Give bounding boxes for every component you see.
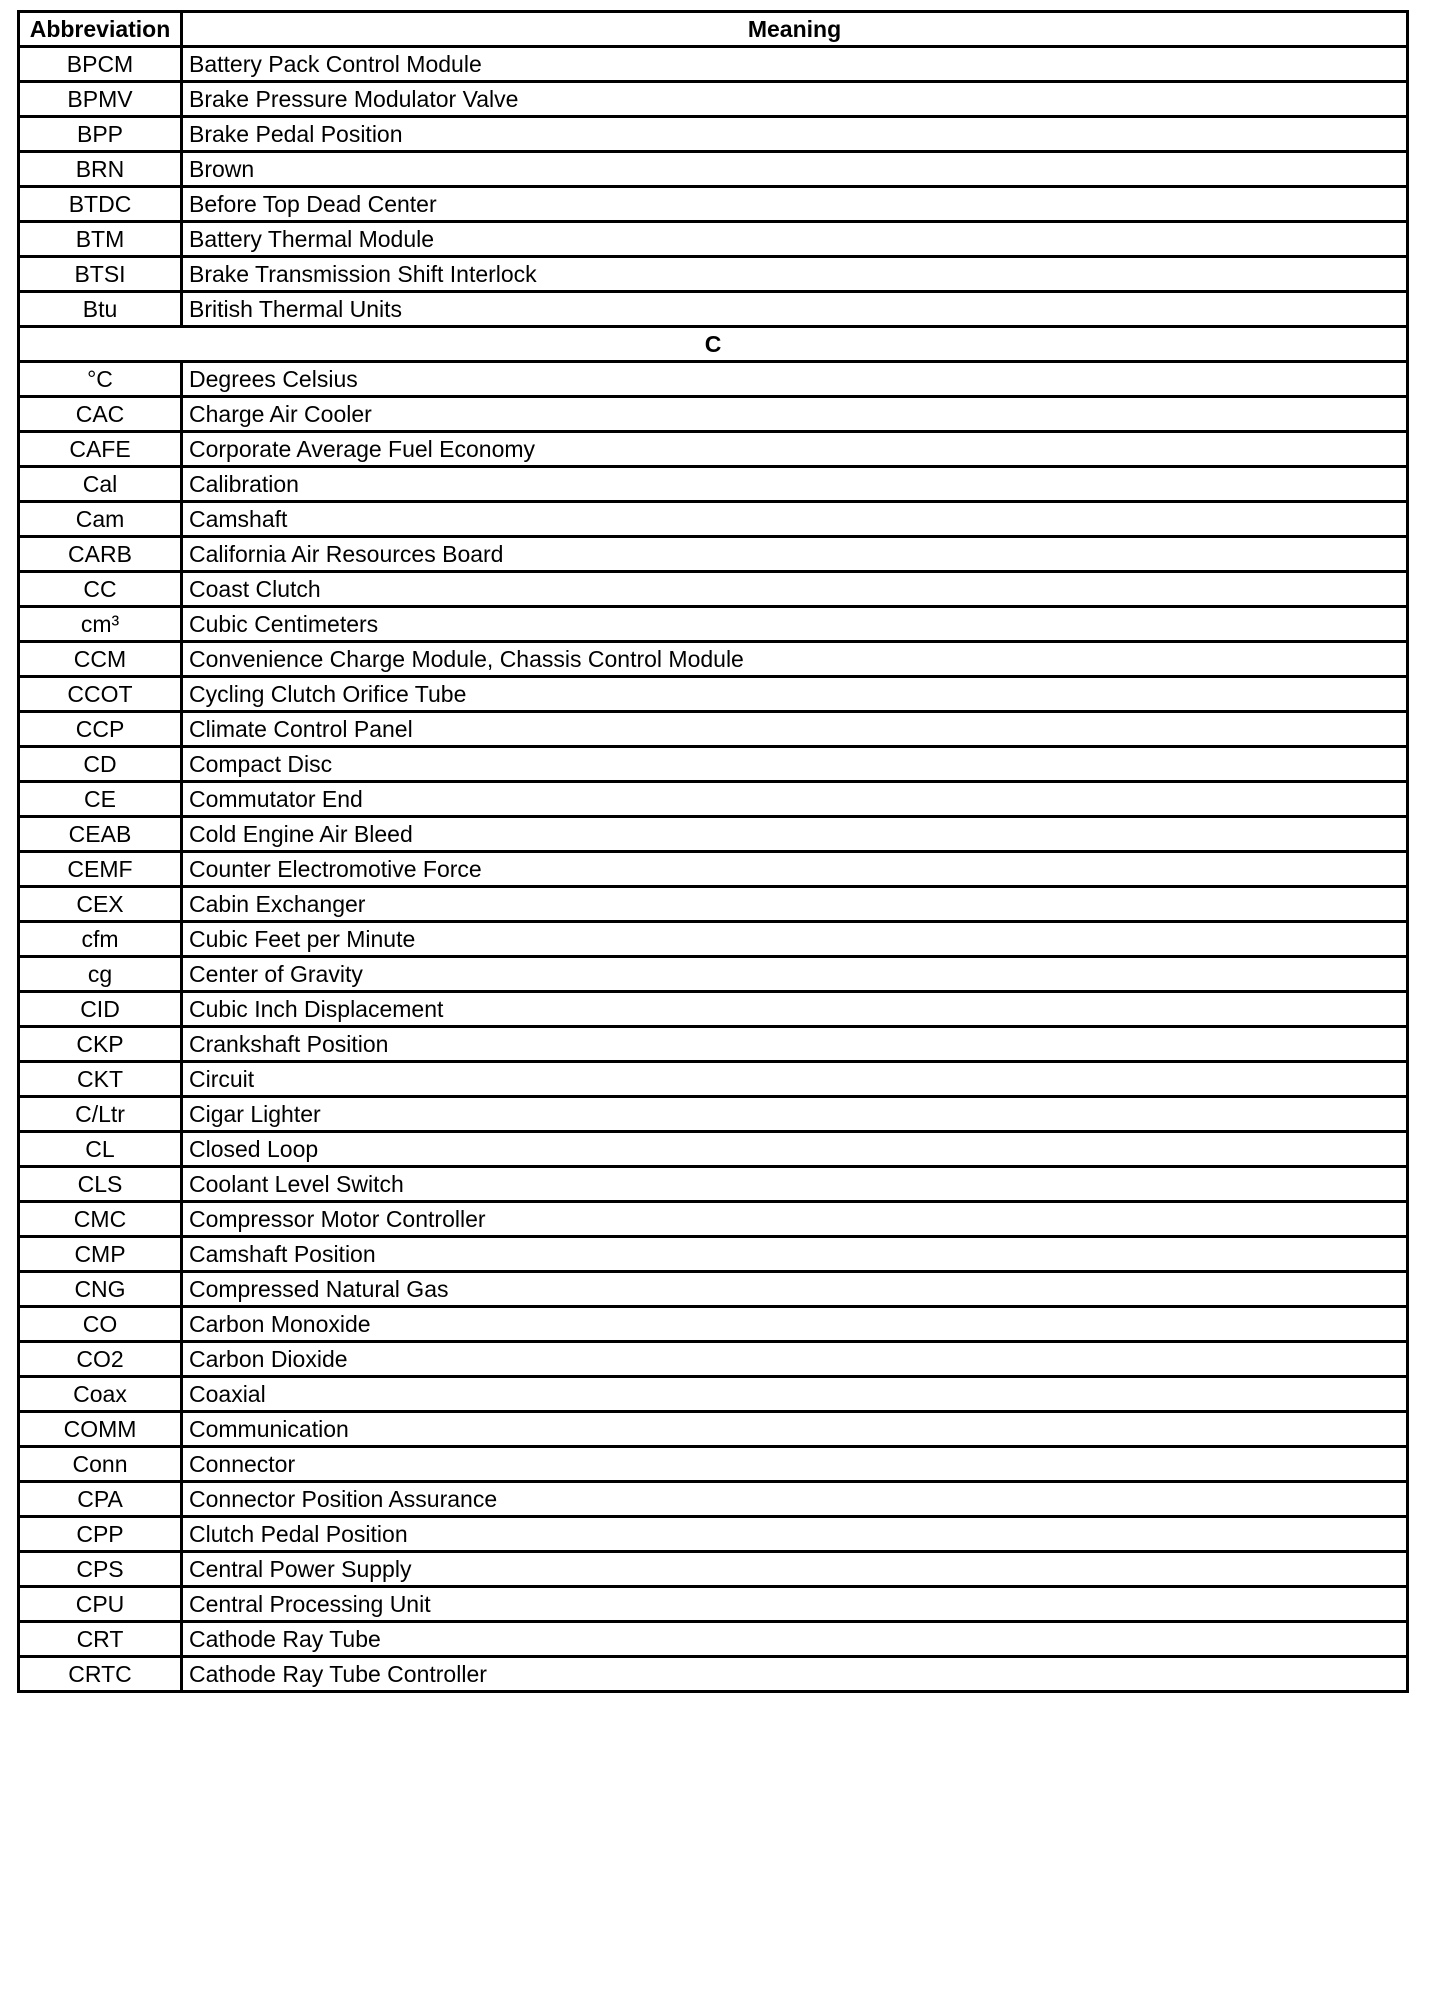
table-row <box>19 747 1408 782</box>
table-row <box>19 152 1408 187</box>
table-row <box>19 117 1408 152</box>
table-row <box>19 1412 1408 1447</box>
table-row <box>19 362 1408 397</box>
meaning-cell: Carbon Monoxide <box>182 1307 1408 1342</box>
meaning-cell: California Air Resources Board <box>182 537 1408 572</box>
meaning-cell: British Thermal Units <box>182 292 1408 327</box>
meaning-cell: Charge Air Cooler <box>182 397 1408 432</box>
meaning-cell: Compact Disc <box>182 747 1408 782</box>
table-row <box>19 1552 1408 1587</box>
abbreviation-cell: Coax <box>19 1377 182 1412</box>
table-row <box>19 467 1408 502</box>
abbreviation-cell: BPMV <box>19 82 182 117</box>
table-row <box>19 82 1408 117</box>
abbreviation-cell: CE <box>19 782 182 817</box>
table-row <box>19 852 1408 887</box>
abbreviation-cell: CPP <box>19 1517 182 1552</box>
abbreviation-cell: CAFE <box>19 432 182 467</box>
abbreviation-cell: CPA <box>19 1482 182 1517</box>
table-body <box>19 47 1408 1692</box>
table-row <box>19 887 1408 922</box>
meaning-cell: Central Processing Unit <box>182 1587 1408 1622</box>
meaning-cell: Carbon Dioxide <box>182 1342 1408 1377</box>
table-header-row <box>19 12 1408 47</box>
abbreviation-cell: CC <box>19 572 182 607</box>
abbreviation-cell: BTDC <box>19 187 182 222</box>
table-row <box>19 292 1408 327</box>
meaning-cell: Cathode Ray Tube <box>182 1622 1408 1657</box>
table-row <box>19 677 1408 712</box>
abbreviation-cell: cg <box>19 957 182 992</box>
table-row <box>19 502 1408 537</box>
meaning-cell: Cubic Feet per Minute <box>182 922 1408 957</box>
table-row <box>19 1517 1408 1552</box>
table-row <box>19 432 1408 467</box>
table-row <box>19 1272 1408 1307</box>
table-row <box>19 1482 1408 1517</box>
table-row <box>19 397 1408 432</box>
table-row <box>19 1657 1408 1692</box>
abbreviation-cell: cm³ <box>19 607 182 642</box>
abbreviation-cell: CEMF <box>19 852 182 887</box>
meaning-cell: Cathode Ray Tube Controller <box>182 1657 1408 1692</box>
meaning-cell: Counter Electromotive Force <box>182 852 1408 887</box>
abbreviation-cell: cfm <box>19 922 182 957</box>
table-row <box>19 1097 1408 1132</box>
table-row <box>19 1237 1408 1272</box>
abbreviation-cell: Cam <box>19 502 182 537</box>
abbreviation-cell: Conn <box>19 1447 182 1482</box>
abbreviation-cell: CPS <box>19 1552 182 1587</box>
meaning-cell: Climate Control Panel <box>182 712 1408 747</box>
table-row <box>19 1062 1408 1097</box>
table-row <box>19 992 1408 1027</box>
meaning-cell: Brake Transmission Shift Interlock <box>182 257 1408 292</box>
table-row <box>19 1202 1408 1237</box>
abbreviation-cell: BPP <box>19 117 182 152</box>
meaning-cell: Clutch Pedal Position <box>182 1517 1408 1552</box>
meaning-cell: Battery Pack Control Module <box>182 47 1408 82</box>
meaning-cell: Crankshaft Position <box>182 1027 1408 1062</box>
meaning-cell: Camshaft Position <box>182 1237 1408 1272</box>
abbreviation-cell: CARB <box>19 537 182 572</box>
meaning-cell: Cigar Lighter <box>182 1097 1408 1132</box>
meaning-cell: Connector <box>182 1447 1408 1482</box>
meaning-cell: Camshaft <box>182 502 1408 537</box>
table-row <box>19 537 1408 572</box>
meaning-cell: Circuit <box>182 1062 1408 1097</box>
abbreviation-cell: C/Ltr <box>19 1097 182 1132</box>
meaning-cell: Cubic Centimeters <box>182 607 1408 642</box>
header-abbreviation: Abbreviation <box>19 12 182 47</box>
table-row <box>19 1587 1408 1622</box>
meaning-cell: Coolant Level Switch <box>182 1167 1408 1202</box>
abbreviation-cell: CPU <box>19 1587 182 1622</box>
table-row <box>19 572 1408 607</box>
table-row <box>19 1132 1408 1167</box>
abbreviation-cell: CID <box>19 992 182 1027</box>
abbreviation-cell: BTSI <box>19 257 182 292</box>
meaning-cell: Brake Pedal Position <box>182 117 1408 152</box>
meaning-cell: Central Power Supply <box>182 1552 1408 1587</box>
meaning-cell: Communication <box>182 1412 1408 1447</box>
table-row <box>19 47 1408 82</box>
table-row <box>19 187 1408 222</box>
meaning-cell: Compressed Natural Gas <box>182 1272 1408 1307</box>
meaning-cell: Closed Loop <box>182 1132 1408 1167</box>
abbreviation-cell: CAC <box>19 397 182 432</box>
abbreviation-cell: CRTC <box>19 1657 182 1692</box>
abbreviation-cell: CMC <box>19 1202 182 1237</box>
table-row <box>19 712 1408 747</box>
abbreviation-cell: CKT <box>19 1062 182 1097</box>
abbreviation-cell: Cal <box>19 467 182 502</box>
meaning-cell: Compressor Motor Controller <box>182 1202 1408 1237</box>
meaning-cell: Brake Pressure Modulator Valve <box>182 82 1408 117</box>
meaning-cell: Center of Gravity <box>182 957 1408 992</box>
abbreviation-cell: CCP <box>19 712 182 747</box>
meaning-cell: Cold Engine Air Bleed <box>182 817 1408 852</box>
abbreviation-cell: CD <box>19 747 182 782</box>
table-row <box>19 1307 1408 1342</box>
abbreviation-cell: CMP <box>19 1237 182 1272</box>
abbreviation-cell: CO <box>19 1307 182 1342</box>
meaning-cell: Calibration <box>182 467 1408 502</box>
table-row <box>19 222 1408 257</box>
abbreviation-cell: CEX <box>19 887 182 922</box>
table-row <box>19 607 1408 642</box>
abbreviation-cell: CO2 <box>19 1342 182 1377</box>
meaning-cell: Cubic Inch Displacement <box>182 992 1408 1027</box>
meaning-cell: Commutator End <box>182 782 1408 817</box>
section-heading: C <box>19 327 1408 362</box>
table-row <box>19 1342 1408 1377</box>
meaning-cell: Cabin Exchanger <box>182 887 1408 922</box>
abbreviation-cell: COMM <box>19 1412 182 1447</box>
table-row <box>19 1377 1408 1412</box>
abbreviation-cell: Btu <box>19 292 182 327</box>
abbreviation-cell: °C <box>19 362 182 397</box>
table-row <box>19 1447 1408 1482</box>
table-row <box>19 817 1408 852</box>
abbreviation-cell: CLS <box>19 1167 182 1202</box>
meaning-cell: Cycling Clutch Orifice Tube <box>182 677 1408 712</box>
meaning-cell: Degrees Celsius <box>182 362 1408 397</box>
table-row <box>19 957 1408 992</box>
table-row <box>19 642 1408 677</box>
abbreviation-cell: CCOT <box>19 677 182 712</box>
meaning-cell: Coast Clutch <box>182 572 1408 607</box>
meaning-cell: Brown <box>182 152 1408 187</box>
meaning-cell: Coaxial <box>182 1377 1408 1412</box>
meaning-cell: Connector Position Assurance <box>182 1482 1408 1517</box>
meaning-cell: Before Top Dead Center <box>182 187 1408 222</box>
abbreviation-cell: BRN <box>19 152 182 187</box>
table-row <box>19 257 1408 292</box>
abbreviation-cell: BPCM <box>19 47 182 82</box>
abbreviation-table <box>17 10 1409 1693</box>
abbreviation-cell: CEAB <box>19 817 182 852</box>
header-meaning: Meaning <box>182 12 1408 47</box>
table-row <box>19 1027 1408 1062</box>
meaning-cell: Corporate Average Fuel Economy <box>182 432 1408 467</box>
table-row <box>19 1167 1408 1202</box>
table-row <box>19 782 1408 817</box>
abbreviation-cell: CNG <box>19 1272 182 1307</box>
table-row <box>19 922 1408 957</box>
abbreviation-cell: CRT <box>19 1622 182 1657</box>
abbreviation-cell: BTM <box>19 222 182 257</box>
abbreviation-cell: CKP <box>19 1027 182 1062</box>
section-row <box>19 327 1408 362</box>
abbreviation-cell: CL <box>19 1132 182 1167</box>
table-row <box>19 1622 1408 1657</box>
abbreviation-cell: CCM <box>19 642 182 677</box>
meaning-cell: Battery Thermal Module <box>182 222 1408 257</box>
meaning-cell: Convenience Charge Module, Chassis Control Module <box>182 642 1408 677</box>
